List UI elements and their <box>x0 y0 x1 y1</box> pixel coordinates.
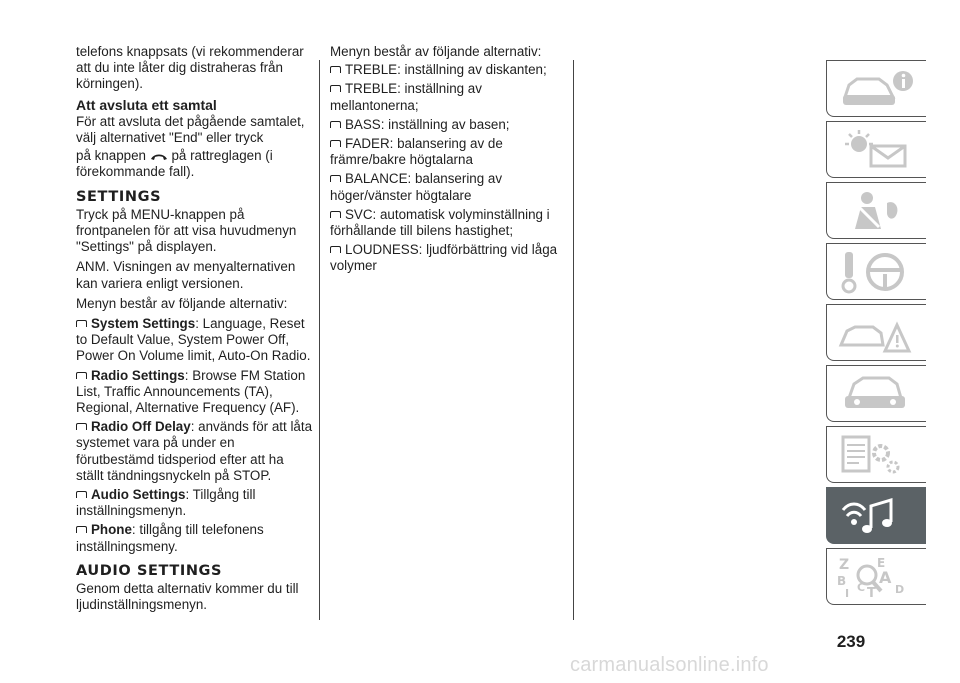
end-call-heading: Att avsluta ett samtal <box>76 96 217 113</box>
right-column <box>330 44 566 278</box>
index-letter: D <box>895 583 905 596</box>
index-letter: Z <box>839 557 850 573</box>
tab-warning-lights[interactable] <box>826 121 926 178</box>
tab-multimedia[interactable] <box>826 487 926 544</box>
intro-paragraph: telefons knappsats (vi rekommenderar att du inte låter dig distraheras från körningen). <box>76 44 304 92</box>
index-letter: A <box>879 568 892 587</box>
bullet-icon <box>76 423 87 430</box>
tab-index[interactable] <box>826 548 926 605</box>
end-call-paragraph-2 <box>76 148 314 180</box>
list-item <box>76 368 314 417</box>
bullet-icon <box>76 526 87 533</box>
item-title: Audio Settings <box>91 487 186 503</box>
list-item <box>330 207 566 239</box>
settings-heading: SETTINGS <box>76 188 162 205</box>
car-service-icon <box>837 372 917 416</box>
tab-safety[interactable] <box>826 182 926 239</box>
column-divider <box>319 60 320 620</box>
item-text: TREBLE: inställning av diskanten; <box>345 62 547 78</box>
list-item <box>330 62 566 78</box>
item-text: FADER: balansering av de främre/bakre högtalarna <box>330 136 503 168</box>
list-item <box>76 316 314 365</box>
car-info-icon <box>837 67 917 111</box>
bullet-icon <box>330 246 341 253</box>
list-item <box>330 117 566 133</box>
chapter-tabs <box>826 60 930 609</box>
item-text: TREBLE: inställning av mellantonerna; <box>330 81 482 113</box>
bullet-icon <box>330 175 341 182</box>
list-item <box>76 522 314 554</box>
item-text: BASS: inställning av basen; <box>345 116 510 132</box>
list-item <box>76 419 314 484</box>
warning-lights-icon <box>837 128 917 172</box>
item-text: SVC: automatisk volyminställning i förhållande till bilens hastighet; <box>330 206 550 239</box>
item-text: : Browse FM Station List, Traffic Announcements (TA), Regional, Alternative Frequency (AF). <box>76 367 306 416</box>
list-item <box>330 171 566 203</box>
bullet-icon <box>76 491 87 498</box>
hang-up-phone-icon <box>150 153 168 161</box>
item-title: Phone <box>91 522 132 538</box>
list-item <box>330 242 566 274</box>
page-number: 239 <box>836 632 866 651</box>
seatbelt-airbag-icon <box>837 189 917 233</box>
end-call-text-b: på rattreglagen (i förekommande fall). <box>76 148 273 180</box>
tab-technical-data[interactable] <box>826 426 926 483</box>
menu-intro: Menyn består av följande alternativ: <box>330 44 542 59</box>
item-text: : används för att låta systemet vara på under en förutbestämd tidsperiod efter att ha ställt tändningsnyckeln på STOP. <box>76 419 313 483</box>
settings-paragraph-3: Menyn består av följande alternativ: <box>76 295 288 311</box>
bullet-icon <box>330 140 341 147</box>
bullet-icon <box>330 121 341 128</box>
bullet-icon <box>76 320 87 327</box>
audio-settings-paragraph: Genom detta alternativ kommer du till ljudinställningsmenyn. <box>76 581 299 613</box>
tab-car-info[interactable] <box>826 60 926 117</box>
item-title: Radio Off Delay <box>91 419 191 435</box>
index-letter: T <box>867 586 876 599</box>
breakdown-triangle-icon <box>837 311 917 355</box>
multimedia-music-icon <box>837 494 917 538</box>
key-steering-wheel-icon <box>837 250 917 294</box>
settings-paragraph-1: Tryck på MENU-knappen på frontpanelen för att visa huvudmenyn "Settings" på displayen. <box>76 206 297 255</box>
end-call-text-a: på knappen <box>76 148 146 164</box>
index-letters-icon <box>837 555 917 599</box>
bullet-icon <box>76 372 87 379</box>
tab-maintenance[interactable] <box>826 365 926 422</box>
index-letter: B <box>837 574 847 588</box>
list-item <box>76 487 314 519</box>
item-text: LOUDNESS: ljudförbättring vid låga volymer <box>330 242 558 274</box>
bullet-icon <box>330 211 341 218</box>
list-item <box>330 81 566 113</box>
index-letter: C <box>857 581 866 594</box>
index-letter: I <box>845 587 850 599</box>
end-call-paragraph-1: För att avsluta det pågående samtalet, välj alternativet "End" eller tryck <box>76 113 305 146</box>
specs-gear-icon <box>837 433 917 477</box>
item-title: System Settings <box>91 316 196 332</box>
column-divider <box>573 60 574 620</box>
item-text: : Language, Reset to Default Value, System Power Off, Power On Volume limit, Auto-On Radio. <box>76 316 311 364</box>
settings-paragraph-2: ANM. Visningen av menyalternativen kan variera enligt versionen. <box>76 259 296 291</box>
tab-starting[interactable] <box>826 243 926 300</box>
item-title: Radio Settings <box>91 367 185 383</box>
bullet-icon <box>330 85 341 92</box>
left-column <box>76 44 314 618</box>
bullet-icon <box>330 66 341 73</box>
tab-emergency[interactable] <box>826 304 926 361</box>
watermark: carmanualsonline.info <box>570 654 769 676</box>
item-text: : tillgång till telefonens inställningsmeny. <box>76 522 264 554</box>
item-text: BALANCE: balansering av höger/vänster högtalare <box>330 171 503 203</box>
index-letter: E <box>877 556 886 570</box>
list-item <box>330 136 566 168</box>
item-text: : Tillgång till inställningsmenyn. <box>76 487 256 519</box>
audio-settings-heading: AUDIO SETTINGS <box>76 562 223 579</box>
